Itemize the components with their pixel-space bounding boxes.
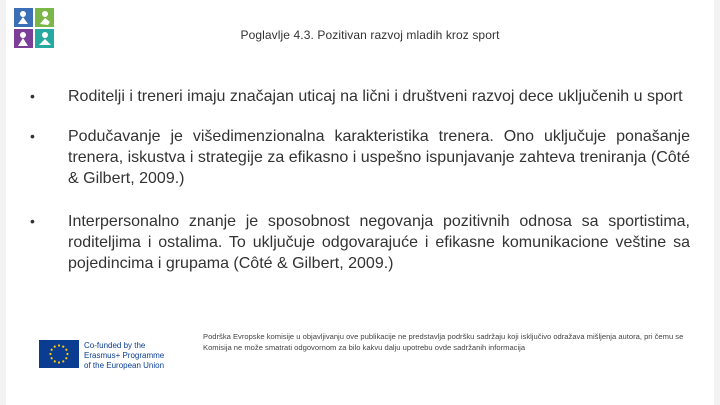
eu-star-icon [62, 346, 64, 348]
eu-star-icon [62, 360, 64, 362]
eu-star-icon [58, 361, 60, 363]
list-item [30, 126, 690, 189]
eu-star-icon [65, 349, 67, 351]
bullet-marker: • [30, 128, 35, 144]
disclaimer-text: Podrška Evropske komisije u objavljivanju ove publikacije ne predstavlja podršku sadržaju koji isključivo odražava mišljenja autora, pri čemu se Komisija ne može smatrati odgovornom za bilo kakvu dalju upotrebu ovde sadržanih informacija [203, 332, 684, 352]
eu-star-icon [58, 344, 60, 346]
eu-flag-background [39, 340, 79, 368]
list-item [30, 86, 690, 107]
eu-star-icon [49, 353, 51, 355]
eu-line-2: Erasmus+ Programme [84, 351, 165, 360]
bullet-marker: • [30, 213, 35, 229]
bullet-text: Podučavanje je višedimenzionalna karakteristika trenera. Ono uključuje ponašanje trenera, iskustva i strategije za efikasno i uspešno ispunjavanje zahteva treniranja (Côté & Gilbert, 2009.) [68, 128, 690, 187]
left-margin-bar [0, 0, 6, 405]
bullet-marker: • [30, 88, 35, 104]
eu-star-icon [54, 346, 56, 348]
eu-flag-icon [39, 340, 79, 368]
eu-star-icon [66, 353, 68, 355]
eu-star-icon [51, 357, 53, 359]
right-margin-bar [714, 0, 720, 405]
eu-line-3: of the European Union [84, 361, 165, 370]
bullet-text: Roditelji i treneri imaju značajan uticaj na lični i društveni razvoj dece uključenih u sport [68, 88, 683, 105]
list-item [30, 211, 690, 274]
bullet-list [30, 86, 690, 293]
eu-cofunded-label [84, 341, 194, 371]
bullet-text: Interpersonalno znanje je sposobnost negovanja pozitivnih odnosa sa sportistima, roditeljima i ostalima. To uključuje odgovarajuće i efikasne komunikacione veštine sa pojedincima i grupama (Côté & Gilbert, 2009.) [68, 213, 690, 272]
eu-star-icon [51, 349, 53, 351]
eu-star-icon [65, 357, 67, 359]
page-title: Poglavlje 4.3. Pozitivan razvoj mladih kroz sport [240, 28, 500, 42]
eu-star-icon [54, 360, 56, 362]
eu-line-1: Co-funded by the [84, 341, 146, 350]
